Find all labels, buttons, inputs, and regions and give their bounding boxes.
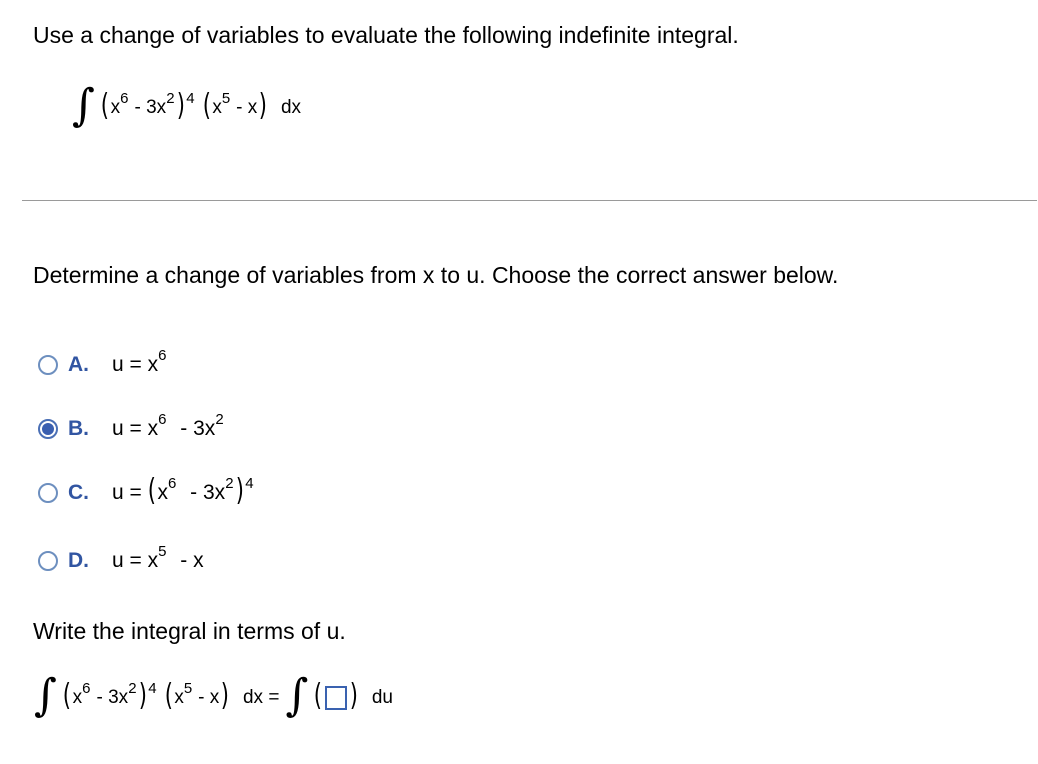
option-b[interactable] (38, 411, 224, 444)
term-x: x (174, 687, 184, 708)
open-paren: ( (164, 678, 173, 713)
answer-input-box[interactable] (325, 686, 347, 710)
term-x: x (157, 481, 168, 504)
term-x: x (72, 687, 83, 708)
close-paren: ) (221, 678, 230, 713)
close-paren: ) (235, 473, 244, 508)
radio-button-d[interactable] (38, 551, 58, 571)
u-equals: u = (112, 481, 142, 504)
substituted-integral: ∫ ( x $^6$ - 3x $^2$ ) $^4$ ( x $^5$ - x ) dx = ∫ ( ) du (34, 670, 393, 721)
radio-button-c[interactable] (38, 483, 58, 503)
close-paren: ) (349, 678, 359, 713)
open-paren: ( (100, 88, 109, 123)
u-equals: u = x (112, 549, 159, 572)
term: - 3x (184, 481, 226, 504)
u-equals: u = x (112, 417, 159, 440)
differential: dx (280, 97, 302, 118)
integral-sign: ∫ (285, 670, 309, 721)
term: - x (174, 549, 204, 572)
instruction-text: Use a change of variables to evaluate the following indefinite integral. (33, 22, 739, 48)
option-a[interactable] (38, 347, 167, 380)
term-3x: - 3x (134, 97, 167, 118)
section-divider (22, 200, 1037, 201)
open-paren: ( (314, 678, 323, 713)
u-equals: u = x (112, 353, 159, 376)
option-c[interactable] (38, 473, 254, 508)
option-expression: u = x $^6$ - 3x $^2$ (112, 411, 224, 440)
option-expression: u = x $^5$ - x (112, 543, 204, 572)
term-x: x (212, 97, 222, 118)
part2-prompt: Write the integral in terms of u. (33, 618, 346, 644)
close-paren: ) (259, 88, 268, 123)
open-paren: ( (202, 88, 211, 123)
term-minus-x: - x (198, 687, 220, 708)
dx-equals: dx = (242, 687, 280, 708)
integral-sign: ∫ (34, 670, 57, 721)
radio-button-b[interactable] (38, 419, 58, 439)
option-expression: u = ( x $^6$ - 3x $^2$ ) $^4$ (112, 473, 254, 508)
option-letter: D. (68, 549, 89, 572)
option-expression: u = x $^6$ (112, 347, 167, 376)
term-x: x (110, 97, 121, 118)
radio-button-a[interactable] (38, 355, 58, 375)
part1-prompt: Determine a change of variables from x to u. Choose the correct answer below. (33, 262, 839, 288)
option-d[interactable] (38, 543, 204, 576)
du-label: du (371, 687, 393, 708)
integral-sign: ∫ (72, 80, 95, 131)
open-paren: ( (62, 678, 71, 713)
term-minus-x: - x (236, 97, 258, 118)
close-paren: ) (176, 88, 185, 123)
term: - 3x (174, 417, 216, 440)
radio-selected-dot (42, 423, 54, 435)
option-letter: B. (68, 417, 89, 440)
close-paren: ) (138, 678, 147, 713)
term-3x: - 3x (96, 687, 129, 708)
integral-expression: ∫ ( x $^6$ - 3x $^2$ ) $^4$ ( x $^5$ - x ) dx (72, 80, 302, 131)
option-letter: A. (68, 353, 89, 376)
open-paren: ( (147, 473, 156, 508)
option-letter: C. (68, 481, 89, 504)
